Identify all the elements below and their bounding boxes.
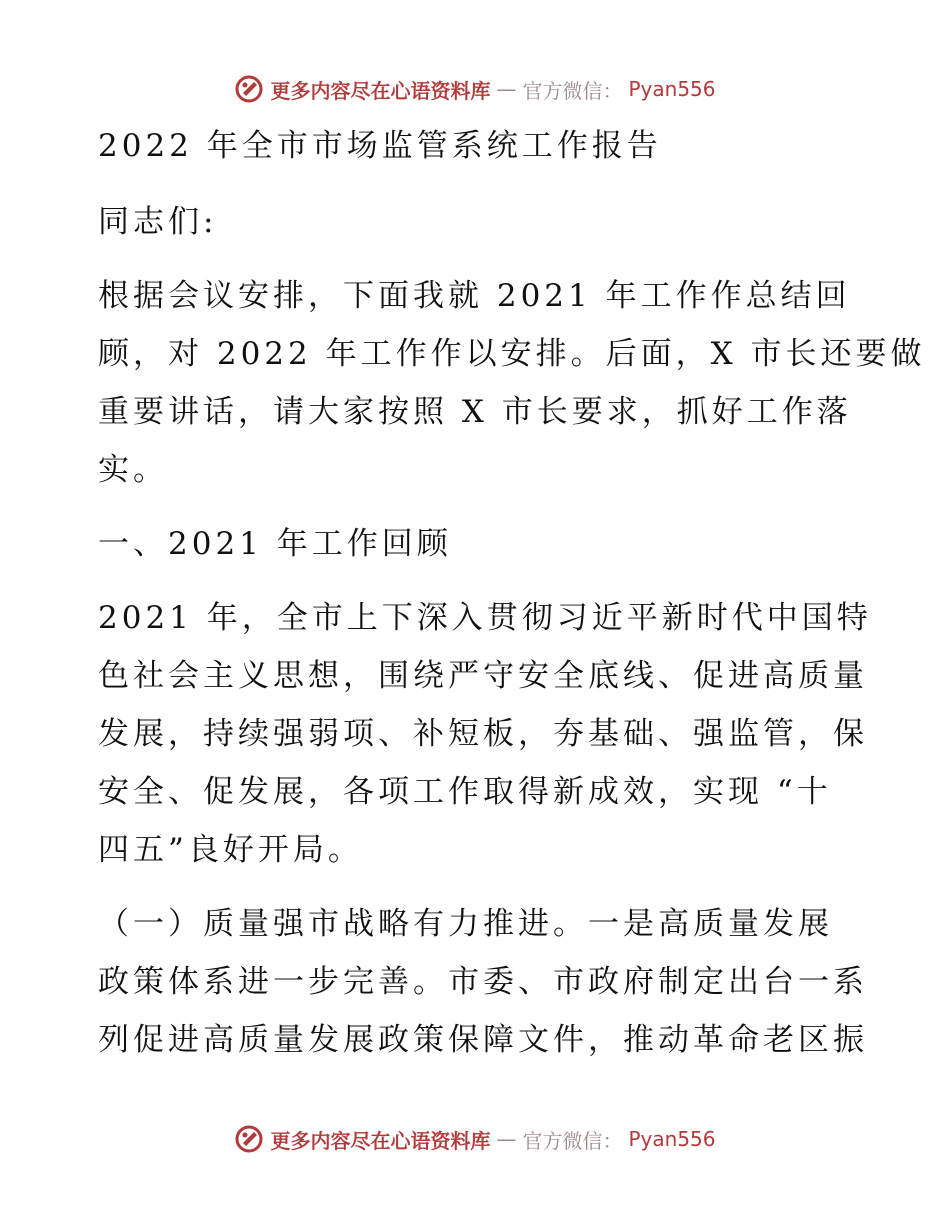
watermark-site-name: 更多内容尽在心语资料库 [270,78,491,103]
para2-line-2: 色社会主义思想，围绕严守安全底线、促进高质量 [98,658,868,694]
footer-watermark [0,1124,950,1154]
section1-heading: 一、2021 年工作回顾 [98,526,452,562]
para2-line-3: 发展，持续强弱项、补短板，夯基础、强监管，保 [98,716,868,752]
para2-line-5: 四五”良好开局。 [98,832,363,868]
brand-logo-icon [234,1124,264,1154]
watermark-wechat-id: Pyan556 [628,77,716,101]
para2-line-4: 安全、促发展，各项工作取得新成效，实现 “十 [98,774,832,810]
para1-line-3: 重要讲话，请大家按照 X 市长要求，抓好工作落 [98,394,852,430]
para2-line-1: 2021 年，全市上下深入贯彻习近平新时代中国特 [98,600,872,636]
watermark-wechat-id: Pyan556 [628,1127,716,1151]
para1-line-1: 根据会议安排，下面我就 2021 年工作作总结回 [98,278,851,314]
salutation: 同志们: [98,204,218,240]
para1-line-4: 实。 [98,452,168,488]
watermark-wechat-label: 官方微信： [522,1128,623,1153]
brand-logo-icon [234,74,264,104]
watermark-site-name: 更多内容尽在心语资料库 [270,1128,491,1153]
watermark-wechat-label: 官方微信： [522,78,623,103]
para3-line-1: （一）质量强市战略有力推进。一是高质量发展 [98,906,833,942]
para3-line-3: 列促进高质量发展政策保障文件，推动革命老区振 [98,1022,868,1058]
watermark-dash: — [496,1127,517,1151]
para1-line-2: 顾，对 2022 年工作作以安排。后面，X 市长还要做 [98,336,926,372]
document-title: 2022 年全市市场监管系统工作报告 [98,128,662,164]
para3-line-2: 政策体系进一步完善。市委、市政府制定出台一系 [98,964,868,1000]
header-watermark [0,74,950,104]
watermark-dash: — [496,77,517,101]
